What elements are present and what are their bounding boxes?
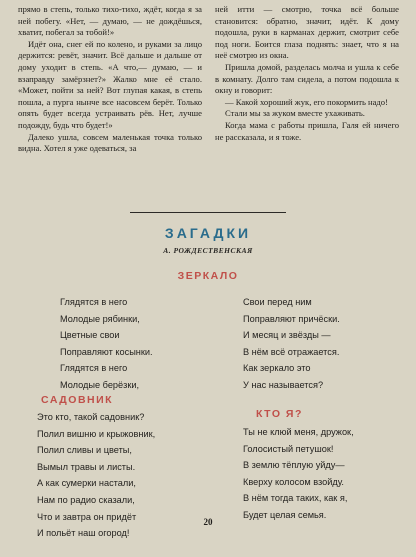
story-paragraph: Далеко ушла, совсем маленькая точка только видна. Хотел я уже одеваться, за <box>18 131 202 154</box>
gardener-riddle-title: САДОВНИК <box>41 394 114 406</box>
poem-line: Кверху колосом взойду. <box>243 476 344 487</box>
story-column-right <box>215 4 399 143</box>
section-divider <box>130 212 286 213</box>
poem-line: Молодые берёзки, <box>60 379 140 390</box>
poem-line: В нём тогда таких, как я, <box>243 493 348 504</box>
poem-line: Полил вишню и крыжовник, <box>37 428 156 439</box>
poem-line: Нам по радио сказали, <box>37 494 135 505</box>
page-number: 20 <box>203 517 213 527</box>
mirror-riddle-right <box>243 294 340 394</box>
poem-line: В нём всё отражается. <box>243 346 340 357</box>
who-riddle <box>243 424 354 524</box>
poem-line: У нас называется? <box>243 379 324 390</box>
poem-line: Глядятся в него <box>60 363 128 374</box>
poem-line: В землю тёплую уйду— <box>243 460 345 471</box>
poem-line: И месяц и звёзды — <box>243 330 331 341</box>
mirror-riddle-title: ЗЕРКАЛО <box>177 270 239 282</box>
poem-line: Это кто, такой садовник? <box>37 412 145 422</box>
story-paragraph: Пришла домой, разделась молча и ушла к себе в комнату. Долго там сидела, а потом подошла к окну и говорит: <box>215 61 399 96</box>
poem-line: Как зеркало это <box>243 363 311 374</box>
riddles-title: ЗАГАДКИ <box>164 225 252 241</box>
poem-line: А как сумерки настали, <box>37 478 136 489</box>
poem-line: Цветные свои <box>60 330 120 341</box>
poem-line: Поправляют косынки. <box>60 346 153 357</box>
story-paragraph: прямо в степь, только тихо-тихо, ждёт, когда я за ней побегу. «Нет, — думаю, — не дождёшься, хватит, побегал за тобой!» <box>18 4 202 38</box>
poem-line: Голосистый петушок! <box>243 443 334 454</box>
story-paragraph: Идёт она, снег ей по колено, и руками за лицо держится: ревёт, значит. Всё дальше и дальше от дому уходит в степь. «А что,— думаю, — и взаправду замёрзнет?» Жалко мне её стало. «Может, пойти за ней? Вот глупая какая, в степь пошла, а пурга нынче все насовсем берёт. Только опять будет всегда устраивать рёв. Нет, лучше подожду, будь что будет!» <box>18 38 202 130</box>
poem-line: Глядятся в него <box>60 297 128 307</box>
story-paragraph: Стали мы за жуком вместе ухаживать. <box>225 108 365 119</box>
mirror-riddle-left <box>60 294 153 394</box>
poem-line: Свои перед ним <box>243 297 312 307</box>
poem-line: Что и завтра он придёт <box>37 511 137 522</box>
story-paragraph: Когда мама с работы пришла, Галя ей ничего не рассказала, и я тоже. <box>215 119 399 142</box>
story-paragraph: ней итти — смотрю, точка всё больше становится: обратно, значит, идёт. К дому подошла, руки в карманах держит, смотрит себе под ноги. Боится глаза поднять: знает, что я на неё смотрю из окна. <box>215 4 399 61</box>
riddles-author: А. РОЖДЕСТВЕНСКАЯ <box>163 246 253 255</box>
poem-line: Молодые рябинки, <box>60 313 140 324</box>
who-riddle-title: КТО Я? <box>256 408 303 420</box>
poem-line: Вымыл травы и листы. <box>37 461 136 472</box>
poem-line: Будет целая семья. <box>243 509 327 520</box>
story-paragraph: — Какой хороший жук, его покормить надо! <box>225 96 388 107</box>
story-column-left <box>18 4 202 155</box>
poem-line: Ты не клюй меня, дружок, <box>243 427 354 437</box>
poem-line: Полил сливы и цветы, <box>37 445 132 456</box>
poem-line: Поправляют причёски. <box>243 313 340 324</box>
poem-line: И польёт наш огород! <box>37 528 130 539</box>
